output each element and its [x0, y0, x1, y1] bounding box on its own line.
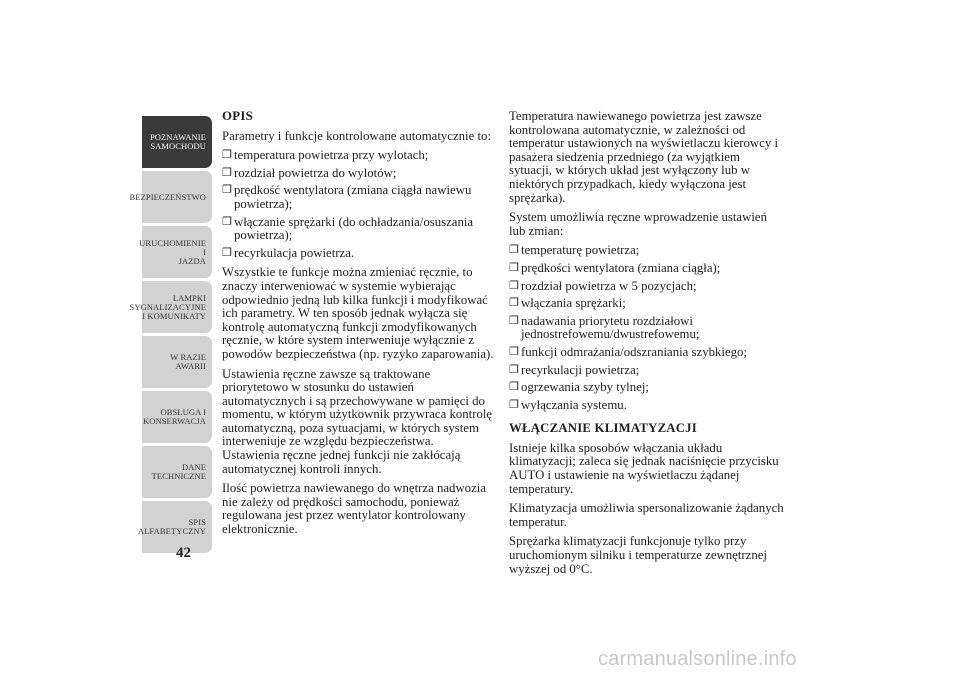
list-item-text: wyłączania systemu.	[521, 397, 627, 412]
list-item	[509, 315, 784, 342]
paragraph: Wszystkie te funkcje można zmieniać ręcznie, to znaczy interweniować w systemie wybierając odpowiednio jedną lub kilka funkcji i modyfikować ich parametry. W ten sposób jednak wyłącza się kontrolę automatyczną funkcji zmodyfikowanych ręcznie, w które system interweniuje wyłącznie z powodów bezpieczeństwa (np. ryzyko zaparowania).	[222, 265, 494, 361]
paragraph: Ilość powietrza nawiewanego do wnętrza nadwozia nie zależy od prędkości samochodu, ponieważ regulowana jest przez wentylator kontrolowany elektronicznie.	[222, 481, 486, 537]
checkbox-bullet-icon: ❐	[509, 314, 519, 327]
checkbox-bullet-icon: ❐	[509, 261, 519, 274]
page-number: 42	[176, 545, 191, 561]
paragraph: Sprężarka klimatyzacji funkcjonuje tylko przy uruchomionym silniku i temperaturze zewnętrznej wyższej od 0°C.	[509, 534, 767, 576]
tab-label: BEZPIECZEŃSTWO	[129, 191, 206, 202]
tab-label: POZNAWANIE SAMOCHODU	[149, 132, 206, 151]
intro-text: Parametry i funkcje kontrolowane automatycznie to:	[222, 128, 491, 143]
list-item	[509, 244, 784, 258]
checkbox-bullet-icon: ❐	[222, 246, 232, 259]
manual-settings-list	[509, 244, 784, 412]
paragraph: Temperatura nawiewanego powietrza jest zawsze kontrolowana automatycznie, w zależności od temperatur ustawionych na wyświetlaczu kierowcy i pasażera siedzenia przedniego (za wyjątkiem sytuacji, w których układ jest wyłączony lub w niektórych przypadkach, kiedy wyłączona jest sprężarka).	[509, 109, 778, 205]
checkbox-bullet-icon: ❐	[509, 381, 519, 394]
tab-lampki-sygnalizacyjne[interactable]	[129, 281, 212, 333]
list-item	[222, 149, 494, 163]
list-item	[509, 364, 784, 378]
left-column	[222, 110, 494, 543]
list-item-text: prędkości wentylatora (zmiana ciągła);	[521, 260, 721, 275]
list-item	[509, 346, 784, 360]
right-column	[509, 110, 784, 582]
list-item-text: nadawania priorytetu rozdziałowi jednostrefowemu/dwustrefowemu;	[521, 313, 700, 342]
list-item-text: prędkość wentylatora (zmiana ciągła nawiewu powietrza);	[234, 183, 472, 211]
paragraph: Istnieje kilka sposobów włączania układu klimatyzacji; zaleca się jednak naciśnięcie przycisku AUTO i ustawienie na wyświetlaczu żądanej temperatury.	[509, 440, 779, 496]
list-item-text: rozdział powietrza w 5 pozycjach;	[521, 278, 697, 293]
paragraph: Ustawienia ręczne zawsze są traktowane priorytetowo w stosunku do ustawień automatycznych i są przechowywane w pamięci do momentu, w którym użytkownik przywraca kontrolę automatyczną, poza sytuacjami, w których system interweniuje ze względu bezpieczeństwa. Ustawienia ręczne jednej funkcji nie zakłócają automatycznej kontroli innych.	[222, 366, 493, 476]
list-item-text: ogrzewania szyby tylnej;	[521, 380, 649, 395]
list-item	[509, 262, 784, 276]
checkbox-bullet-icon: ❐	[509, 363, 519, 376]
list-item	[509, 297, 784, 311]
list-item	[222, 184, 494, 211]
list-item-text: temperaturę powietrza;	[521, 243, 640, 258]
list-item-text: recyrkulacja powietrza.	[234, 245, 355, 260]
tab-label: OBSŁUGA I KONSERWACJA	[143, 407, 206, 426]
tab-label: DANE TECHNICZNE	[151, 462, 206, 481]
tab-obsluga-i-konserwacja[interactable]	[142, 391, 212, 443]
checkbox-bullet-icon: ❐	[509, 297, 519, 310]
checkbox-bullet-icon: ❐	[222, 215, 232, 228]
chapter-sidebar	[129, 116, 212, 556]
list-item	[509, 399, 784, 413]
paragraph: System umożliwia ręczne wprowadzenie ustawień lub zmian:	[509, 210, 767, 238]
paragraph: Klimatyzacja umożliwia spersonalizowanie żądanych temperatur.	[509, 501, 784, 529]
tab-dane-techniczne[interactable]	[142, 446, 212, 498]
tab-w-razie-awarii[interactable]	[142, 336, 212, 388]
checkbox-bullet-icon: ❐	[222, 149, 232, 162]
automatic-functions-list	[222, 149, 494, 260]
checkbox-bullet-icon: ❐	[509, 345, 519, 358]
tab-bezpieczenstwo[interactable]	[129, 171, 212, 223]
list-item-text: temperatura powietrza przy wylotach;	[234, 148, 429, 163]
checkbox-bullet-icon: ❐	[222, 184, 232, 197]
section-heading-opis: OPIS	[222, 109, 254, 123]
checkbox-bullet-icon: ❐	[509, 279, 519, 292]
tab-label: SPIS ALFABETYCZNY	[137, 517, 206, 536]
watermark: carmanualsonline.info	[598, 648, 797, 670]
list-item	[222, 216, 494, 243]
checkbox-bullet-icon: ❐	[222, 166, 232, 179]
list-item	[509, 381, 784, 395]
tab-poznawanie-samochodu[interactable]	[142, 116, 212, 168]
list-item-text: włączania sprężarki;	[521, 296, 626, 311]
list-item	[509, 280, 784, 294]
list-item-text: recyrkulacji powietrza;	[521, 362, 640, 377]
list-item-text: funkcji odmrażania/odszraniania szybkiego;	[521, 344, 747, 359]
list-item-text: włączanie sprężarki (do ochładzania/osuszania powietrza);	[234, 214, 474, 243]
tab-label: W RAZIE AWARII	[170, 352, 206, 371]
tab-uruchomienie-i-jazda[interactable]	[139, 226, 212, 278]
list-item	[222, 247, 494, 261]
checkbox-bullet-icon: ❐	[509, 244, 519, 257]
checkbox-bullet-icon: ❐	[509, 398, 519, 411]
list-item	[222, 167, 494, 181]
tab-label: LAMPKI SYGNALIZACYJNE I KOMUNIKATY	[129, 292, 206, 321]
section-heading-wlaczanie: WŁĄCZANIE KLIMATYZACJI	[509, 421, 697, 436]
list-item-text: rozdział powietrza do wylotów;	[234, 165, 397, 180]
tab-label: URUCHOMIENIE I JAZDA	[139, 237, 206, 266]
